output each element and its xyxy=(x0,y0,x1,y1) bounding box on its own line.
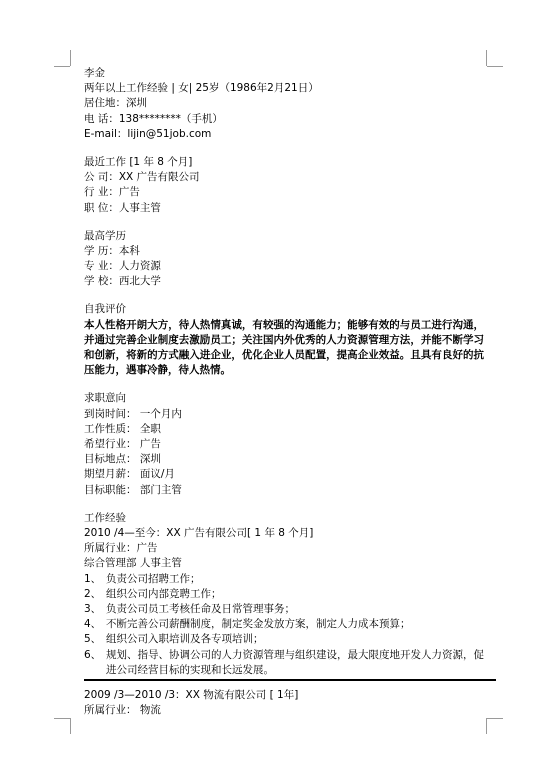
self-eval-text: 本人性格开朗大方，待人热情真诚，有较强的沟通能力；能够有效的与员工进行沟通，并通过完善企业制度去激励员工；关注国内外优秀的人力资源管理方法，并能不断学习和创新，将新的方式融入进企业，优化企业人员配置，提高企业效益。且具有良好的抗压能力，遇事冷静，待人热情。 xyxy=(84,318,484,377)
candidate-name: 李金 xyxy=(84,67,105,79)
crop-mark-top-right-v xyxy=(486,50,487,66)
recent-job-industry: 行 业：广告 xyxy=(84,186,140,199)
duty-number: 3、 xyxy=(84,602,102,615)
duty-text: 规划、指导、协调公司的人力资源管理与组织建设，最大限度地开发人力资源，促进公司经营目标的实现和长远发展。 xyxy=(106,648,484,676)
job1-dept: 综合管理部 人事主管 xyxy=(84,557,182,570)
self-eval-title: 自我评价 xyxy=(84,303,126,316)
crop-mark-bottom-left-v xyxy=(70,718,71,734)
intention-item: 工作性质： 全职 xyxy=(84,422,161,435)
duty-item xyxy=(84,572,484,587)
job2-period: 2009 /3—2010 /3：XX 物流有限公司 [ 1年] xyxy=(84,688,299,701)
intention-item: 到岗时间： 一个月内 xyxy=(84,407,182,420)
intention-item: 目标地点： 深圳 xyxy=(84,453,161,466)
duty-text: 不断完善公司薪酬制度，制定奖金发放方案，制定人力成本预算； xyxy=(106,618,411,631)
phone: 电 话：138********（手机） xyxy=(84,112,223,125)
job1-industry: 所属行业：广告 xyxy=(84,542,158,555)
job2-industry: 所属行业： 物流 xyxy=(84,704,161,717)
duty-number: 1、 xyxy=(84,572,102,585)
duty-text: 负责公司员工考核任命及日常管理事务； xyxy=(106,602,295,615)
crop-mark-bottom-left-h xyxy=(54,718,70,719)
intention-item: 期望月薪： 面议/月 xyxy=(84,468,175,481)
duty-number: 4、 xyxy=(84,618,102,631)
duty-item xyxy=(84,617,484,632)
duty-item xyxy=(84,648,484,678)
duty-text: 负责公司招聘工作； xyxy=(106,572,201,585)
education-school: 学 校：西北大学 xyxy=(84,275,161,288)
recent-job-title: 最近工作 [1 年 8 个月] xyxy=(84,155,193,168)
education-degree: 学 历：本科 xyxy=(84,244,140,257)
duty-number: 6、 xyxy=(84,648,102,661)
crop-mark-top-right-h xyxy=(487,66,503,67)
resume-content xyxy=(84,66,484,718)
intention-item: 目标职能： 部门主管 xyxy=(84,483,182,496)
crop-mark-bottom-right-v xyxy=(486,718,487,734)
crop-mark-top-left-h xyxy=(54,66,70,67)
recent-job-company: 公 司：XX 广告有限公司 xyxy=(84,171,200,184)
intention-item: 希望行业： 广告 xyxy=(84,438,161,450)
recent-job-position: 职 位：人事主管 xyxy=(84,201,161,214)
residence: 居住地：深圳 xyxy=(84,97,147,110)
duty-item xyxy=(84,587,484,602)
email: E-mail：lijin@51job.com xyxy=(84,127,212,140)
education-major: 专 业：人力资源 xyxy=(84,260,161,273)
crop-mark-bottom-right-h xyxy=(487,718,503,719)
duty-number: 2、 xyxy=(84,587,102,600)
job1-period: 2010 /4—至今：XX 广告有限公司[ 1 年 8 个月] xyxy=(84,526,314,539)
duty-item xyxy=(84,602,484,617)
experience-title: 工作经验 xyxy=(84,511,126,524)
intention-title: 求职意向 xyxy=(84,392,126,405)
candidate-summary: 两年以上工作经验 | 女| 25岁（1986年2月21日） xyxy=(84,82,319,95)
section-divider xyxy=(84,679,496,681)
duty-text: 组织公司入职培训及各专项培训； xyxy=(106,633,264,646)
education-title: 最高学历 xyxy=(84,229,126,242)
crop-mark-top-left-v xyxy=(70,50,71,66)
duty-number: 5、 xyxy=(84,633,102,646)
duty-text: 组织公司内部竞聘工作； xyxy=(106,587,222,600)
duty-item xyxy=(84,632,484,647)
